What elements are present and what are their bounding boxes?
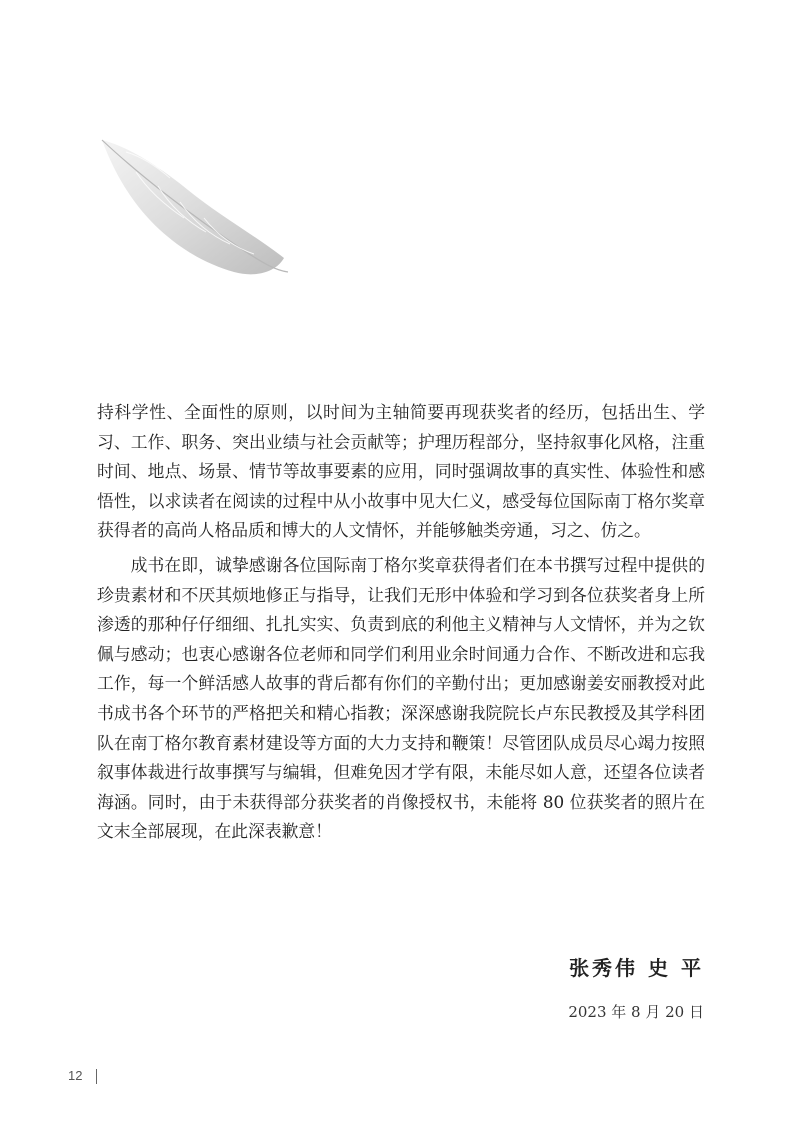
- body-text: [97, 398, 705, 847]
- paragraph: 持科学性、全面性的原则，以时间为主轴简要再现获奖者的经历，包括出生、学习、工作、职务、突出业绩与社会贡献等；护理历程部分，坚持叙事化风格，注重时间、地点、场景、情节等故事要素的应用，同时强调故事的真实性、体验性和感悟性，以求读者在阅读的过程中从小故事中见大仁义，感受每位国际南丁格尔奖章获得者的高尚人格品质和博大的人文情怀，并能够触类旁通，习之、仿之。: [97, 402, 705, 541]
- paragraph: 成书在即，诚挚感谢各位国际南丁格尔奖章获得者们在本书撰写过程中提供的珍贵素材和不厌其烦地修正与指导，让我们无形中体验和学习到各位获奖者身上所渗透的那种仔仔细细、扎扎实实、负责到底的利他主义精神与人文情怀，并为之钦佩与感动；也衷心感谢各位老师和同学们利用业余时间通力合作、不断改进和忘我工作，每一个鲜活感人故事的背后都有你们的辛勤付出；更加感谢姜安丽教授对此书成书各个环节的严格把关和精心指教；深深感谢我院院长卢东民教授及其学科团队在南丁格尔教育素材建设等方面的大力支持和鞭策！尽管团队成员尽心竭力按照叙事体裁进行故事撰写与编辑，但难免因才学有限，未能尽如人意，还望各位读者海涵。同时，由于未获得部分获奖者的肖像授权书，未能将 80 位获奖者的照片在文末全部展现，在此深表歉意！: [97, 554, 705, 842]
- author-signature: 张秀伟 史 平: [569, 956, 704, 980]
- page-number-divider: [96, 1069, 97, 1084]
- page-number: 12: [68, 1068, 83, 1083]
- signature-date: 2023 年 8 月 20 日: [568, 1003, 704, 1021]
- feather-icon: [96, 132, 292, 280]
